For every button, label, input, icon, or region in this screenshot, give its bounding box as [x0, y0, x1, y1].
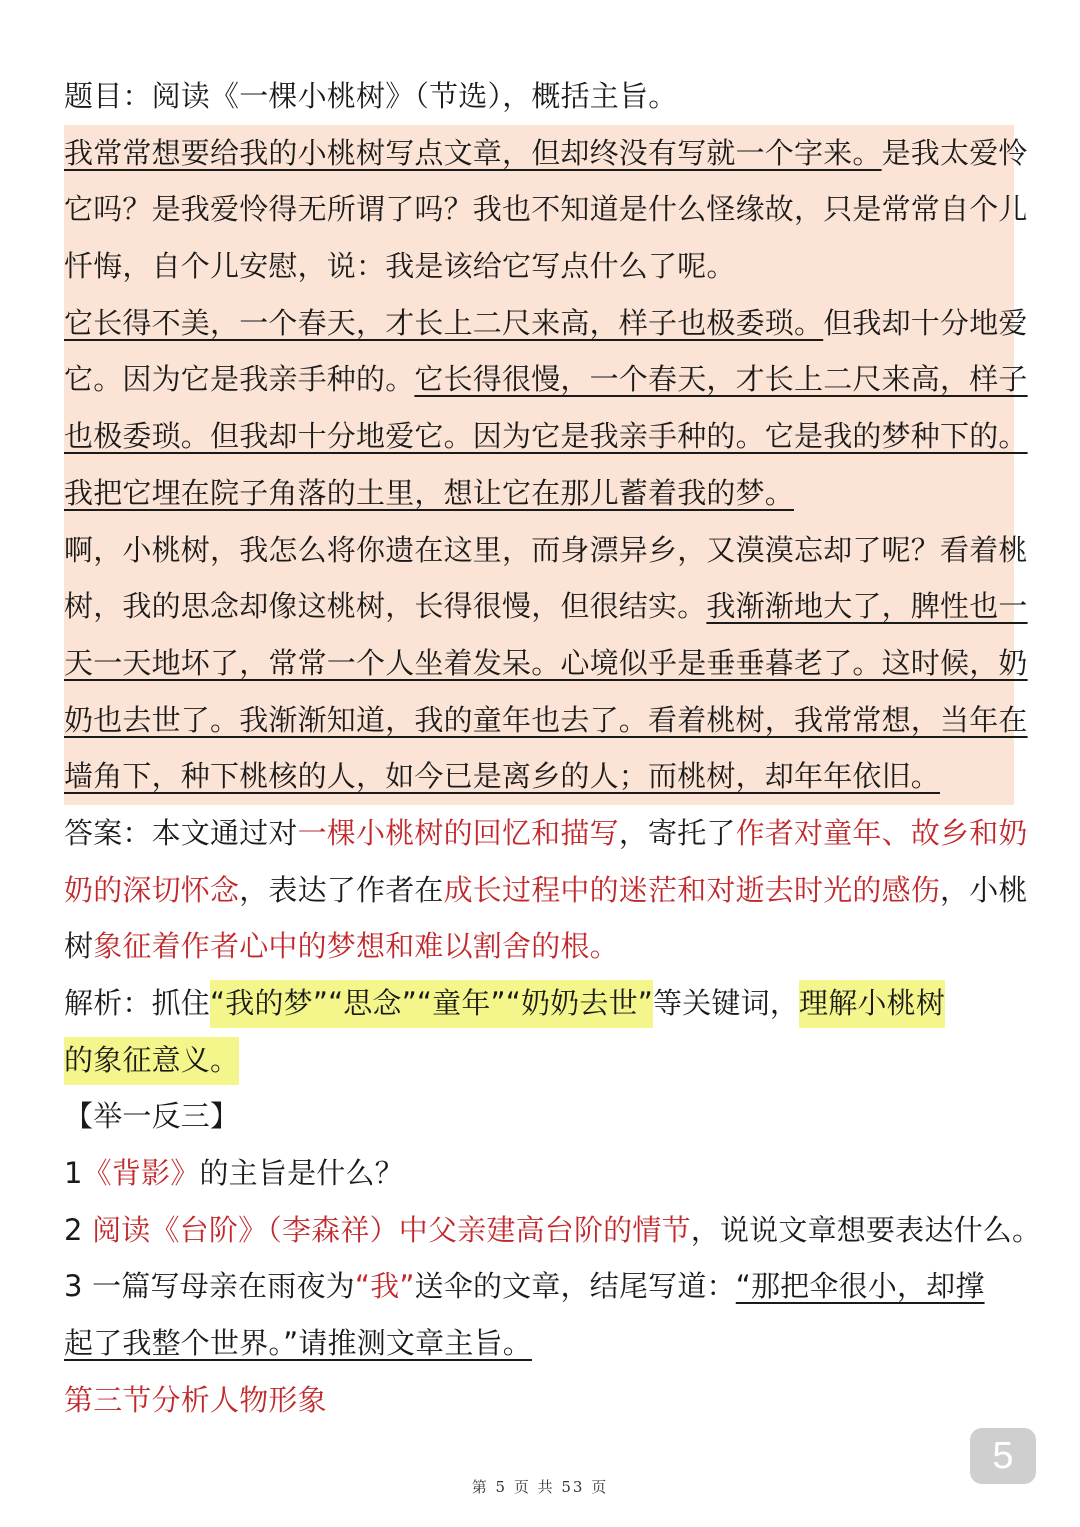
passage-p1-line2: 它吗？是我爱怜得无所谓了吗？我也不知道是什么怪缘故，只是常常自个儿: [64, 192, 1028, 227]
question-number: 3: [64, 1269, 83, 1304]
page-content: [64, 68, 1042, 1429]
underlined-text: 墙角下，种下桃核的人，如今已是离乡的人；而桃树，却年年依旧。: [64, 759, 941, 794]
passage-text: 它。因为它是我亲手种的。: [64, 362, 415, 397]
answer-key-phrase: 象征着作者心中的梦想和难以割舍的根。: [93, 929, 619, 964]
underlined-text: 我常常想要给我的小桃树写点文章，但却终没有写就一个字来。: [64, 135, 882, 170]
underlined-text: 天一天地坏了，常常一个人坐着发呆。心境似乎是垂垂暮老了。这时候，奶: [64, 645, 1028, 680]
passage-p2-line3: [64, 408, 1028, 465]
practice-question-2: [64, 1202, 1042, 1259]
passage-p3-line5: [64, 748, 1014, 805]
practice-question-3-line1: [64, 1258, 1014, 1315]
underlined-text: 也极委琐。但我却十分地爱它。因为它是我亲手种的。它是我的梦种下的。: [64, 419, 1028, 454]
passage-p3-line2: [64, 578, 1028, 635]
question-key-phrase: 阅读《台阶》（李森祥）中父亲建高台阶的情节: [92, 1212, 691, 1247]
page-number-badge: 5: [970, 1428, 1036, 1484]
question-line: 题目：阅读《一棵小桃树》（节选），概括主旨。: [64, 79, 678, 113]
underlined-text: 奶也去世了。我渐渐知道，我的童年也去了。看着桃树，我常常想，当年在: [64, 702, 1028, 737]
answer-text: ，表达了作者在: [239, 872, 444, 907]
underlined-text: 我渐渐地大了，脾性也一: [706, 589, 1028, 624]
analysis-line1: [64, 975, 1014, 1032]
question-key-phrase: 《背影》: [82, 1156, 200, 1191]
passage-p1-line1: [64, 125, 1028, 182]
answer-key-phrase: 一棵小桃树的回忆和描写: [297, 815, 619, 850]
question-text: 的主旨是什么？: [199, 1156, 404, 1191]
underlined-text: 它长得很慢，一个春天，才长上二尺来高，样子: [414, 362, 1028, 397]
highlighted-keywords: “我的梦”“思念”“童年”“奶奶去世”: [210, 980, 653, 1028]
analysis-text: 解析：抓住: [64, 986, 211, 1020]
passage-text: 是我太爱怜: [881, 135, 1028, 170]
highlighted-phrase: 理解小桃树: [799, 980, 945, 1028]
passage-p2-line4: [64, 465, 1014, 522]
practice-question-3-line2: [64, 1315, 1014, 1372]
question-text: 一篇写母亲在雨夜为: [92, 1269, 355, 1304]
question-number: 1: [64, 1156, 83, 1191]
question-key-phrase: “我”: [354, 1269, 415, 1304]
highlighted-phrase: 的象征意义。: [64, 1037, 239, 1085]
page-footer: 第 5 页 共 53 页: [471, 1478, 609, 1496]
analysis-line2: [64, 1032, 1014, 1089]
passage-text: 树，我的思念却像这桃树，长得很慢，但很结实。: [64, 589, 707, 624]
practice-heading: 【举一反三】: [64, 1099, 240, 1134]
underlined-quote: 起了我整个世界。”请推测文章主旨。: [64, 1326, 532, 1361]
underlined-text: 我把它埋在院子角落的土里，想让它在那儿蓄着我的梦。: [64, 475, 795, 510]
passage-p2-line1: [64, 295, 1028, 352]
practice-question-1: [64, 1145, 1014, 1202]
passage-block: [64, 125, 1028, 805]
underlined-quote: “那把伞很小，却撑: [735, 1269, 985, 1304]
analysis-text: 等关键词，: [653, 986, 800, 1020]
next-section-title: 第三节分析人物形象: [64, 1382, 327, 1417]
question-text: ，说说文章想要表达什么。: [690, 1212, 1042, 1247]
passage-p1-line3: 忏悔，自个儿安慰，说：我是该给它写点什么了呢。: [64, 249, 736, 284]
passage-text: 但我却十分地爱: [823, 305, 1028, 340]
answer-line2: [64, 862, 1028, 919]
answer-line1: [64, 805, 1028, 862]
passage-p3-line1: 啊，小桃树，我怎么将你遗在这里，而身漂异乡，又漠漠忘却了呢？看着桃: [64, 532, 1028, 567]
question-text: 送伞的文章，结尾写道：: [414, 1269, 736, 1304]
answer-text: 答案：本文通过对: [64, 815, 298, 850]
question-number: 2: [64, 1212, 83, 1247]
passage-p3-line4: [64, 692, 1028, 749]
passage-p3-line3: [64, 635, 1028, 692]
answer-key-phrase: 成长过程中的迷茫和对逝去时光的感伤: [443, 872, 941, 907]
answer-key-phrase: 作者对童年、故乡和奶: [735, 815, 1028, 850]
answer-line3: [64, 918, 1014, 975]
answer-text: ，小桃: [940, 872, 1028, 907]
answer-text: 树: [64, 929, 94, 964]
underlined-text: 它长得不美，一个春天，才长上二尺来高，样子也极委琐。: [64, 305, 824, 340]
answer-key-phrase: 奶的深切怀念: [64, 872, 240, 907]
passage-p2-line2: [64, 351, 1028, 408]
answer-text: ，寄托了: [618, 815, 736, 850]
